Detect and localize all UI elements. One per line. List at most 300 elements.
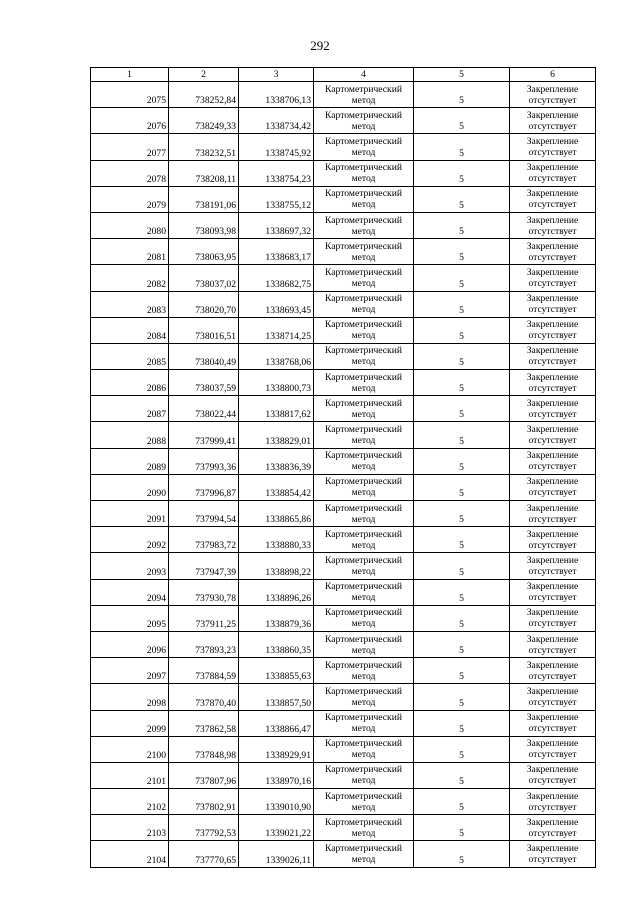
fixation-cell [510,762,596,788]
coordinate-x: 738093,98 [169,212,239,238]
accuracy-value: 5 [414,265,510,291]
coordinate-y: 1338898,22 [239,553,314,579]
method-line-1: Картометрический [325,109,402,121]
table-row [91,605,596,631]
point-number: 2095 [91,605,169,631]
fixation-line-2: отсутствует [528,749,577,761]
accuracy-value: 5 [414,553,510,579]
accuracy-value: 5 [414,370,510,396]
fixation-line-2: отсутствует [528,827,577,839]
coordinate-x: 737999,41 [169,422,239,448]
fixation-cell [510,265,596,291]
table-row [91,160,596,186]
fixation-cell [510,186,596,212]
method-cell [314,605,414,631]
method-line-1: Картометрический [325,843,402,855]
fixation-line-1: Закрепление [526,345,579,357]
accuracy-value: 5 [414,605,510,631]
coordinates-table [90,67,596,868]
fixation-line-1: Закрепление [526,685,579,697]
coordinate-y: 1338714,25 [239,317,314,343]
fixation-line-1: Закрепление [526,633,579,645]
method-line-1: Картометрический [325,554,402,566]
method-cell [314,710,414,736]
fixation-cell [510,579,596,605]
coordinate-y: 1338896,26 [239,579,314,605]
fixation-cell [510,501,596,527]
fixation-line-2: отсутствует [528,382,577,394]
point-number: 2094 [91,579,169,605]
fixation-line-1: Закрепление [526,659,579,671]
fixation-line-2: отсутствует [528,565,577,577]
table-row [91,658,596,684]
method-line-2: метод [351,146,376,158]
method-cell [314,186,414,212]
coordinate-y: 1338734,42 [239,108,314,134]
page-number: 292 [310,38,330,53]
fixation-line-2: отсутствует [528,723,577,735]
accuracy-value: 5 [414,82,510,108]
method-line-1: Картометрический [325,293,402,305]
point-number: 2092 [91,527,169,553]
method-line-1: Картометрический [325,528,402,540]
point-number: 2086 [91,370,169,396]
fixation-line-1: Закрепление [526,424,579,436]
fixation-cell [510,212,596,238]
fixation-line-1: Закрепление [526,266,579,278]
method-line-2: метод [351,120,376,132]
fixation-line-2: отсутствует [528,618,577,630]
fixation-line-2: отсутствует [528,408,577,420]
fixation-line-1: Закрепление [526,790,579,802]
method-line-2: метод [351,513,376,525]
method-line-2: метод [351,644,376,656]
accuracy-value: 5 [414,343,510,369]
fixation-cell [510,108,596,134]
accuracy-value: 5 [414,317,510,343]
table-row [91,422,596,448]
coordinate-y: 1338768,06 [239,343,314,369]
point-number: 2085 [91,343,169,369]
accuracy-value: 5 [414,815,510,841]
fixation-cell [510,396,596,422]
method-cell [314,815,414,841]
fixation-line-2: отсутствует [528,592,577,604]
method-cell [314,370,414,396]
coordinate-x: 738020,70 [169,291,239,317]
method-line-2: метод [351,199,376,211]
fixation-line-1: Закрепление [526,83,579,95]
point-number: 2081 [91,239,169,265]
fixation-cell [510,736,596,762]
coordinate-x: 737996,87 [169,474,239,500]
point-number: 2087 [91,396,169,422]
method-line-1: Картометрический [325,266,402,278]
fixation-line-2: отсутствует [528,801,577,813]
method-cell [314,658,414,684]
method-line-1: Картометрический [325,712,402,724]
method-cell [314,291,414,317]
header-col-4: 4 [314,68,414,82]
coordinate-y: 1338800,73 [239,370,314,396]
fixation-cell [510,448,596,474]
fixation-line-1: Закрепление [526,450,579,462]
fixation-line-1: Закрепление [526,554,579,566]
table-row [91,815,596,841]
method-cell [314,527,414,553]
coordinate-x: 737983,72 [169,527,239,553]
accuracy-value: 5 [414,160,510,186]
method-cell [314,684,414,710]
table-row [91,134,596,160]
method-cell [314,579,414,605]
method-line-1: Картометрический [325,371,402,383]
method-cell [314,841,414,867]
method-line-2: метод [351,408,376,420]
method-line-2: метод [351,435,376,447]
method-cell [314,265,414,291]
method-line-1: Картометрический [325,790,402,802]
fixation-line-2: отсутствует [528,670,577,682]
method-line-2: метод [351,749,376,761]
point-number: 2101 [91,762,169,788]
point-number: 2093 [91,553,169,579]
coordinate-y: 1338697,32 [239,212,314,238]
fixation-line-1: Закрепление [526,135,579,147]
accuracy-value: 5 [414,134,510,160]
fixation-line-2: отсутствует [528,225,577,237]
point-number: 2077 [91,134,169,160]
method-cell [314,736,414,762]
fixation-cell [510,134,596,160]
point-number: 2079 [91,186,169,212]
accuracy-value: 5 [414,396,510,422]
fixation-cell [510,631,596,657]
table-row [91,343,596,369]
fixation-line-2: отсутствует [528,461,577,473]
table-row [91,501,596,527]
coordinate-x: 737884,59 [169,658,239,684]
accuracy-value: 5 [414,448,510,474]
method-line-2: метод [351,854,376,866]
accuracy-value: 5 [414,658,510,684]
coordinate-y: 1338682,75 [239,265,314,291]
fixation-cell [510,343,596,369]
method-line-1: Картометрический [325,450,402,462]
accuracy-value: 5 [414,291,510,317]
fixation-cell [510,82,596,108]
point-number: 2078 [91,160,169,186]
fixation-line-1: Закрепление [526,843,579,855]
fixation-line-2: отсутствует [528,696,577,708]
method-line-2: метод [351,696,376,708]
method-line-2: метод [351,330,376,342]
method-line-1: Картометрический [325,397,402,409]
coordinate-x: 737993,36 [169,448,239,474]
coordinate-x: 737862,58 [169,710,239,736]
method-cell [314,422,414,448]
fixation-cell [510,239,596,265]
table-row [91,239,596,265]
coordinate-x: 737848,98 [169,736,239,762]
fixation-line-1: Закрепление [526,371,579,383]
method-line-2: метод [351,565,376,577]
point-number: 2084 [91,317,169,343]
coordinate-y: 1338855,63 [239,658,314,684]
coordinate-x: 737994,54 [169,501,239,527]
method-cell [314,396,414,422]
method-line-1: Картометрический [325,188,402,200]
method-line-1: Картометрический [325,816,402,828]
method-line-1: Картометрический [325,738,402,750]
fixation-line-1: Закрепление [526,293,579,305]
table-row [91,789,596,815]
fixation-line-1: Закрепление [526,816,579,828]
coordinate-x: 737802,91 [169,789,239,815]
fixation-line-2: отсутствует [528,146,577,158]
point-number: 2089 [91,448,169,474]
method-line-1: Картометрический [325,83,402,95]
method-cell [314,343,414,369]
method-cell [314,82,414,108]
coordinate-y: 1338866,47 [239,710,314,736]
coordinate-y: 1338754,23 [239,160,314,186]
coordinate-y: 1338880,33 [239,527,314,553]
fixation-line-1: Закрепление [526,162,579,174]
header-col-3: 3 [239,68,314,82]
method-line-2: метод [351,356,376,368]
coordinate-x: 738037,02 [169,265,239,291]
fixation-line-2: отсутствует [528,435,577,447]
method-line-1: Картометрический [325,214,402,226]
point-number: 2100 [91,736,169,762]
coordinate-x: 738063,95 [169,239,239,265]
fixation-line-2: отсутствует [528,775,577,787]
accuracy-value: 5 [414,501,510,527]
accuracy-value: 5 [414,710,510,736]
fixation-line-1: Закрепление [526,188,579,200]
table-row [91,579,596,605]
coordinate-y: 1338683,17 [239,239,314,265]
method-line-1: Картометрический [325,319,402,331]
fixation-cell [510,291,596,317]
coordinate-y: 1339021,22 [239,815,314,841]
method-cell [314,239,414,265]
method-cell [314,789,414,815]
coordinate-x: 738249,33 [169,108,239,134]
fixation-cell [510,422,596,448]
coordinate-y: 1338755,12 [239,186,314,212]
table-row [91,684,596,710]
table-row [91,370,596,396]
method-line-2: метод [351,277,376,289]
coordinate-y: 1338745,92 [239,134,314,160]
coordinate-x: 737930,78 [169,579,239,605]
coordinate-x: 738252,84 [169,82,239,108]
accuracy-value: 5 [414,736,510,762]
coordinate-x: 737893,23 [169,631,239,657]
fixation-line-2: отсутствует [528,539,577,551]
coordinate-y: 1338860,35 [239,631,314,657]
fixation-cell [510,684,596,710]
coordinate-x: 738022,44 [169,396,239,422]
fixation-line-2: отсутствует [528,644,577,656]
coordinate-x: 737770,65 [169,841,239,867]
table-row [91,710,596,736]
point-number: 2091 [91,501,169,527]
method-line-2: метод [351,618,376,630]
fixation-line-1: Закрепление [526,214,579,226]
fixation-cell [510,527,596,553]
fixation-line-1: Закрепление [526,607,579,619]
method-line-1: Картометрический [325,607,402,619]
point-number: 2090 [91,474,169,500]
method-line-1: Картометрический [325,659,402,671]
table-row [91,82,596,108]
method-cell [314,553,414,579]
method-line-1: Картометрический [325,162,402,174]
method-cell [314,134,414,160]
table-row [91,396,596,422]
fixation-cell [510,160,596,186]
coordinate-x: 738208,11 [169,160,239,186]
method-cell [314,448,414,474]
fixation-line-1: Закрепление [526,712,579,724]
fixation-cell [510,553,596,579]
table-row [91,448,596,474]
point-number: 2083 [91,291,169,317]
coordinate-y: 1338879,36 [239,605,314,631]
method-line-2: метод [351,775,376,787]
accuracy-value: 5 [414,841,510,867]
coordinate-y: 1338865,86 [239,501,314,527]
coordinate-y: 1338829,01 [239,422,314,448]
point-number: 2098 [91,684,169,710]
point-number: 2096 [91,631,169,657]
header-col-5: 5 [414,68,510,82]
fixation-line-2: отсутствует [528,330,577,342]
fixation-cell [510,474,596,500]
method-line-1: Картометрический [325,424,402,436]
header-col-1: 1 [91,68,169,82]
method-cell [314,108,414,134]
fixation-line-1: Закрепление [526,240,579,252]
method-line-2: метод [351,670,376,682]
fixation-line-1: Закрепление [526,502,579,514]
point-number: 2082 [91,265,169,291]
coordinate-x: 738191,06 [169,186,239,212]
coordinate-y: 1338970,16 [239,762,314,788]
table-row [91,527,596,553]
method-cell [314,474,414,500]
table-row [91,212,596,238]
fixation-cell [510,841,596,867]
fixation-line-2: отсутствует [528,94,577,106]
method-line-2: метод [351,723,376,735]
fixation-cell [510,605,596,631]
coordinate-x: 738016,51 [169,317,239,343]
fixation-line-2: отсутствует [528,120,577,132]
table-row [91,317,596,343]
point-number: 2099 [91,710,169,736]
method-line-1: Картометрический [325,240,402,252]
coordinate-x: 737947,39 [169,553,239,579]
fixation-cell [510,658,596,684]
method-line-2: метод [351,225,376,237]
fixation-line-1: Закрепление [526,109,579,121]
fixation-line-2: отсутствует [528,487,577,499]
fixation-line-2: отсутствует [528,854,577,866]
coordinate-y: 1338706,13 [239,82,314,108]
accuracy-value: 5 [414,579,510,605]
fixation-line-2: отсутствует [528,277,577,289]
accuracy-value: 5 [414,631,510,657]
method-cell [314,762,414,788]
point-number: 2080 [91,212,169,238]
table-row [91,762,596,788]
accuracy-value: 5 [414,108,510,134]
fixation-line-2: отсутствует [528,304,577,316]
table-row [91,841,596,867]
table-row [91,186,596,212]
table-row [91,265,596,291]
fixation-cell [510,815,596,841]
fixation-line-2: отсутствует [528,173,577,185]
fixation-line-1: Закрепление [526,397,579,409]
method-cell [314,160,414,186]
method-line-2: метод [351,539,376,551]
coordinate-x: 738040,49 [169,343,239,369]
accuracy-value: 5 [414,789,510,815]
method-line-2: метод [351,461,376,473]
method-line-1: Картометрический [325,581,402,593]
method-line-2: метод [351,487,376,499]
method-line-2: метод [351,251,376,263]
coordinate-x: 737792,53 [169,815,239,841]
fixation-line-2: отсутствует [528,199,577,211]
accuracy-value: 5 [414,527,510,553]
method-line-1: Картометрический [325,633,402,645]
fixation-line-2: отсутствует [528,513,577,525]
coordinate-x: 737807,96 [169,762,239,788]
fixation-line-1: Закрепление [526,764,579,776]
method-line-2: метод [351,94,376,106]
table-row [91,553,596,579]
coordinate-y: 1338929,91 [239,736,314,762]
header-col-2: 2 [169,68,239,82]
point-number: 2102 [91,789,169,815]
method-cell [314,501,414,527]
point-number: 2088 [91,422,169,448]
fixation-line-1: Закрепление [526,738,579,750]
method-line-2: метод [351,304,376,316]
coordinate-x: 738037,59 [169,370,239,396]
coordinate-y: 1338693,45 [239,291,314,317]
accuracy-value: 5 [414,684,510,710]
accuracy-value: 5 [414,762,510,788]
fixation-line-1: Закрепление [526,476,579,488]
header-col-6: 6 [510,68,596,82]
fixation-line-1: Закрепление [526,581,579,593]
method-line-1: Картометрический [325,135,402,147]
method-line-1: Картометрический [325,685,402,697]
method-line-1: Картометрический [325,764,402,776]
fixation-cell [510,710,596,736]
table-row [91,108,596,134]
method-cell [314,317,414,343]
accuracy-value: 5 [414,239,510,265]
method-line-2: метод [351,801,376,813]
